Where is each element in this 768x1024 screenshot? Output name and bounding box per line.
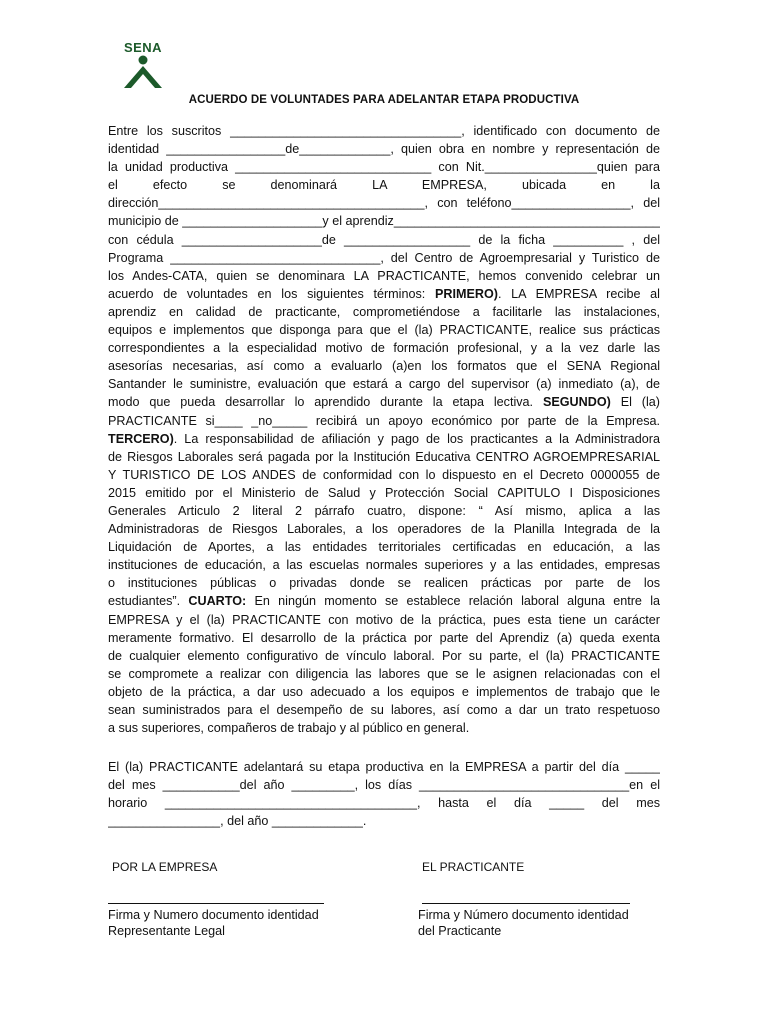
agreement-body-line: objeto de la práctica, a dar uso adecuado a los equipos e implementos de trabajo que le xyxy=(108,684,660,699)
agreement-body-line: Entre los suscritos _________________________________, identificado con documento de xyxy=(108,124,660,138)
agreement-body-line: acuerdo de voluntades en los siguientes términos: PRIMERO). LA EMPRESA recibe al xyxy=(108,286,660,301)
agreement-body-line: municipio de ____________________y el aprendiz______________________________________ xyxy=(108,214,660,229)
agreement-body-line: meramente formativo. El desarrollo de la práctica por parte del Aprendiz (a) queda exenta xyxy=(108,630,660,645)
agreement-body-line: estudiantes”. CUARTO: En ningún momento se establece relación laboral alguna entre la xyxy=(108,594,660,609)
signature-heading-company: POR LA EMPRESA xyxy=(112,860,218,874)
schedule-paragraph-line: horario ____________________________________, hasta el día _____ del mes xyxy=(108,796,660,811)
agreement-body-line: modo que pueda desarrollar lo aprendido durante la etapa lectiva. SEGUNDO) El (la) xyxy=(108,395,660,410)
sena-logo-icon xyxy=(112,48,174,90)
signature-caption-intern-line1: Firma y Número documento identidad xyxy=(418,908,629,922)
schedule-paragraph-line: del mes ___________del año _________, los días ______________________________en el xyxy=(108,778,660,793)
agreement-body xyxy=(108,122,660,737)
agreement-body-line: el efecto se denominará LA EMPRESA, ubicada en la xyxy=(108,178,660,193)
agreement-body-line: la unidad productiva ____________________________ con Nit.________________quien para xyxy=(108,160,660,175)
agreement-body-line: Liquidación de Aportes, a las entidades territoriales certificadas en educación, a las xyxy=(108,540,660,555)
agreement-body-line: a sus superiores, compañeros de trabajo y al público en general. xyxy=(108,721,470,736)
signature-caption-intern xyxy=(418,907,629,939)
agreement-body-line: aprendiz en calidad de practicante, comprometiéndose a facilitarle las instalaciones, xyxy=(108,304,660,319)
agreement-body-line: identidad _________________de_____________, quien obra en nombre y representación de xyxy=(108,142,660,157)
document-title: ACUERDO DE VOLUNTADES PARA ADELANTAR ETAPA PRODUCTIVA xyxy=(188,94,580,106)
signature-caption-company-line1: Firma y Numero documento identidad xyxy=(108,908,319,922)
agreement-body-line: 2015 emitido por el Ministerio de Salud y Protección Social CAPITULO I Disposiciones xyxy=(108,485,660,500)
agreement-body-line: dirección______________________________________, con teléfono_________________, del xyxy=(108,196,660,211)
signature-caption-intern-line2: del Practicante xyxy=(418,924,502,938)
agreement-body-line: los Andes-CATA, quien se denominara LA PRACTICANTE, hemos convenido celebrar un xyxy=(108,268,660,283)
schedule-paragraph-line: ________________, del año _____________. xyxy=(108,814,367,829)
agreement-body-line: Administradoras de Riesgos Laborales, a los operadores de la Planilla Integrada de la xyxy=(108,522,660,537)
agreement-body-line: EMPRESA y el (la) PRACTICANTE con motivo de la práctica, pues esta tiene un carácter xyxy=(108,612,660,627)
agreement-body-line: instituciones de educación, a las escuelas normales superiores y a las entidades, empresas xyxy=(108,558,660,573)
signature-line-intern xyxy=(422,903,630,904)
signature-line-company xyxy=(108,903,324,904)
agreement-body-line: asesorías necesarias, así como a evaluarlo (a)en los formatos que el SENA Regional xyxy=(108,359,660,374)
agreement-body-line: Generales Articulo 2 literal 2 párrafo cuatro, dispone: “ Así mismo, aplica a las xyxy=(108,503,660,518)
agreement-body-line: Santander le suministre, evaluación que estará a cargo del supervisor (a) inmediato (a), de xyxy=(108,377,660,392)
agreement-body-line: PRACTICANTE si____ _no_____ recibirá un apoyo económico por parte de la Empresa. xyxy=(108,413,660,428)
agreement-body-line: correspondientes a la especialidad motivo de formación profesional, y a la vez darle las xyxy=(108,341,660,356)
agreement-body-line: de Riesgos Laborales será pagada por la Institución Educativa CENTRO AGROEMPRESARIAL xyxy=(108,449,660,464)
signature-heading-intern: EL PRACTICANTE xyxy=(422,860,525,874)
agreement-body-line: se compromete a realizar con diligencia las labores que se le asignen relacionadas con el xyxy=(108,666,660,681)
schedule-paragraph-line: El (la) PRACTICANTE adelantará su etapa productiva en la EMPRESA a partir del día _____ xyxy=(108,760,660,774)
agreement-body-line: con cédula ____________________de __________________ de la ficha __________ , del xyxy=(108,232,660,247)
agreement-body-line: o instituciones públicas o privadas donde se realicen prácticas por parte de los xyxy=(108,576,660,591)
agreement-body-line: equipos e implementos que disponga para que el (la) PRACTICANTE, realice sus prácticas xyxy=(108,323,660,338)
agreement-body-line: sean suministrados para el desempeño de su labores, así como a dar un trato respetuoso xyxy=(108,703,660,717)
signature-caption-company xyxy=(108,907,319,939)
agreement-body-line: TERCERO). La responsabilidad de afiliación y pago de los practicantes a la Administradora xyxy=(108,431,660,446)
sena-logo xyxy=(112,40,174,90)
agreement-body-line: Y TURISTICO DE LOS ANDES de conformidad con lo dispuesto en el Decreto 0000055 de xyxy=(108,467,660,482)
agreement-body-line: de cualquier elemento configurativo de vínculo laboral. Por su parte, el (la) PRACTICANTE xyxy=(108,648,660,663)
signature-caption-company-line2: Representante Legal xyxy=(108,924,225,938)
sena-logo-text: SENA xyxy=(123,40,163,55)
agreement-body-line: Programa ______________________________, del Centro de Agroempresarial y Turistico de xyxy=(108,250,660,265)
schedule-paragraph xyxy=(108,758,660,830)
